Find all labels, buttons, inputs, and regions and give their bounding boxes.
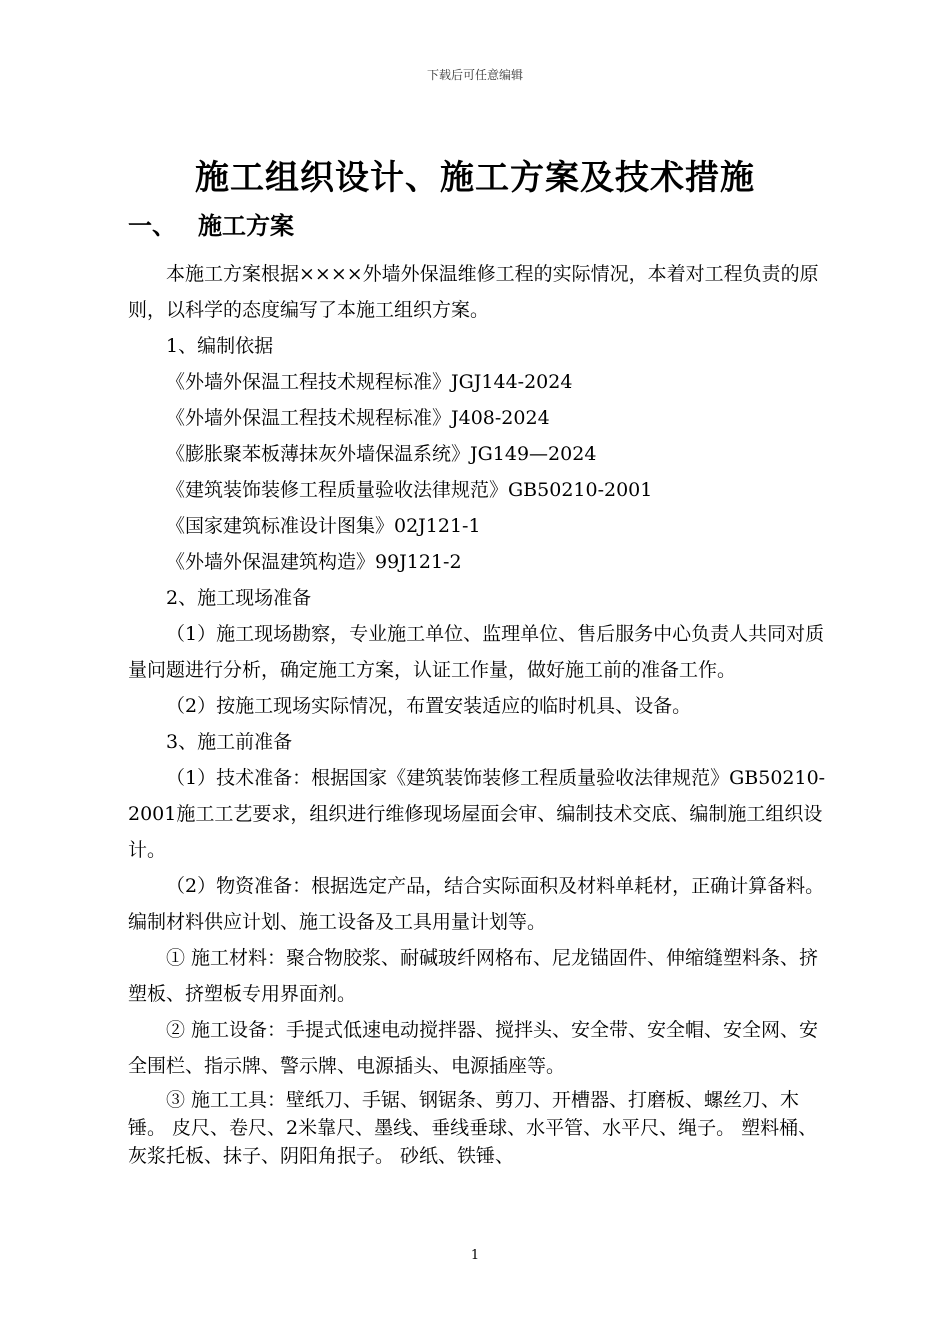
section-number: 一、 bbox=[128, 212, 176, 240]
basis-item: 《外墙外保温工程技术规程标准》J408-2024 bbox=[166, 407, 550, 429]
basis-heading: 1、编制依据 bbox=[166, 335, 274, 357]
site-prep-paragraph: （1）施工现场勘察，专业施工单位、监理单位、售后服务中心负责人共同对质量问题进行分析，确定施工方案，认证工作量，做好施工前的准备工作。 bbox=[128, 623, 825, 681]
document-body bbox=[128, 256, 828, 1170]
document-title: 施工组织设计、施工方案及技术措施 bbox=[195, 158, 755, 198]
basis-item: 《外墙外保温建筑构造》99J121-2 bbox=[166, 551, 462, 573]
tools-list: ③ 施工工具：壁纸刀、手锯、钢锯条、剪刀、开槽器、打磨板、螺丝刀、木锤。 皮尺、卷尺、2米靠尺、墨线、垂线垂球、水平管、水平尺、绳子。 塑料桶、灰浆托板、抹子、阴阳角抿子。 砂纸、铁锤、 bbox=[128, 1089, 818, 1167]
equipment-list: ② 施工设备：手提式低速电动搅拌器、搅拌头、安全带、安全帽、安全网、安全围栏、指示牌、警示牌、电源插头、电源插座等。 bbox=[128, 1019, 819, 1077]
materials-list: ① 施工材料：聚合物胶浆、耐碱玻纤网格布、尼龙锚固件、伸缩缝塑料条、挤塑板、挤塑板专用界面剂。 bbox=[128, 947, 819, 1005]
technical-prep-paragraph: （1）技术准备：根据国家《建筑装饰装修工程质量验收法律规范》GB50210-2001施工工艺要求，组织进行维修现场屋面会审、编制技术交底、编制施工组织设计。 bbox=[128, 767, 826, 861]
material-prep-paragraph: （2）物资准备：根据选定产品，结合实际面积及材料单耗材，正确计算备料。编制材料供应计划、施工设备及工具用量计划等。 bbox=[128, 875, 825, 933]
intro-paragraph: 本施工方案根据××××外墙外保温维修工程的实际情况，本着对工程负责的原则，以科学的态度编写了本施工组织方案。 bbox=[128, 263, 819, 321]
pre-construction-heading: 3、施工前准备 bbox=[166, 731, 293, 753]
page-number: 1 bbox=[470, 1248, 480, 1263]
site-prep-heading: 2、施工现场准备 bbox=[166, 587, 312, 609]
section-title: 施工方案 bbox=[198, 212, 294, 240]
basis-item: 《外墙外保温工程技术规程标准》JGJ144-2024 bbox=[166, 371, 573, 393]
basis-item: 《建筑装饰装修工程质量验收法律规范》GB50210-2001 bbox=[166, 479, 653, 501]
site-prep-paragraph: （2）按施工现场实际情况，布置安装适应的临时机具、设备。 bbox=[166, 695, 692, 717]
header-note: 下载后可任意编辑 bbox=[426, 68, 523, 82]
basis-item: 《膨胀聚苯板薄抹灰外墙保温系统》JG149—2024 bbox=[166, 443, 597, 465]
basis-item: 《国家建筑标准设计图集》02J121-1 bbox=[166, 515, 481, 537]
section-heading bbox=[128, 206, 294, 241]
